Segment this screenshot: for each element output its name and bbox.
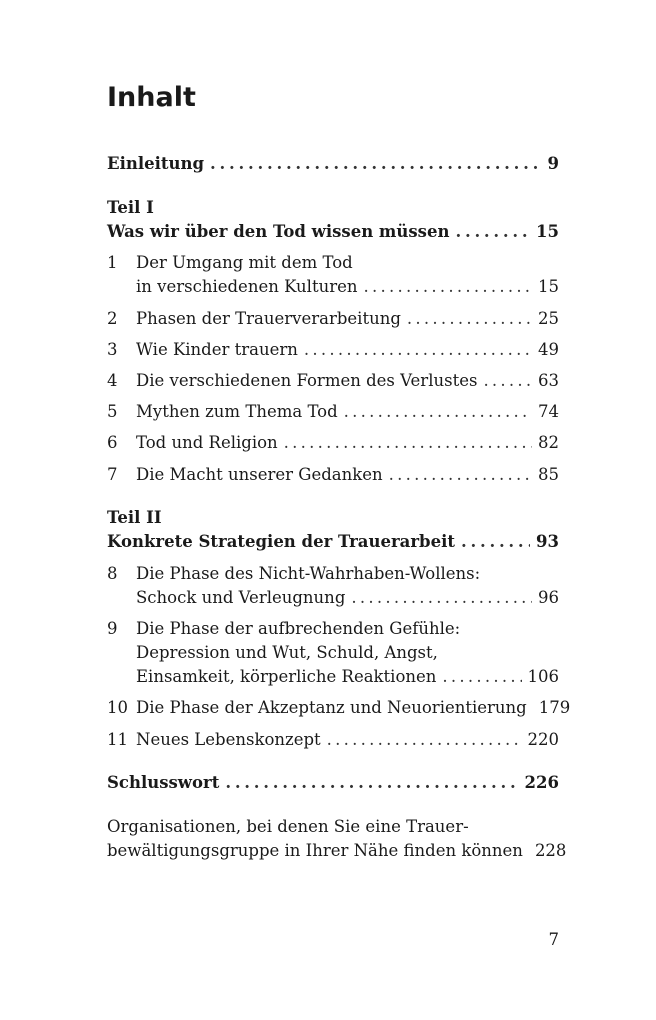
chapter-number: 3 <box>107 340 118 359</box>
chapter-title-line: Depression und Wut, Schuld, Angst, <box>136 643 438 662</box>
entry-page: 220 <box>527 730 559 749</box>
entry-page: 15 <box>536 222 559 241</box>
entry-page: 25 <box>538 309 559 328</box>
chapter-number: 10 <box>107 698 128 717</box>
dot-leader <box>389 463 532 487</box>
toc-entry-part-2 <box>107 530 559 554</box>
dot-leader <box>344 400 532 424</box>
entry-page: 106 <box>527 667 559 686</box>
entry-page: 82 <box>538 433 559 452</box>
chapter-title-line: Die Phase der aufbrechenden Gefühle: <box>136 619 461 638</box>
chapter-title: Wie Kinder trauern <box>136 340 298 359</box>
entry-page: 85 <box>538 465 559 484</box>
chapter-number: 8 <box>107 564 118 583</box>
entry-title: Konkrete Strategien der Trauerarbeit <box>107 532 455 551</box>
entry-page: 228 <box>534 841 567 860</box>
chapter-title: Tod und Religion <box>136 433 278 452</box>
toc-entry-intro <box>107 152 559 176</box>
entry-page: 15 <box>538 277 559 296</box>
entry-page: 9 <box>547 154 559 173</box>
dot-leader <box>407 307 532 331</box>
chapter-title-line: Einsamkeit, körperliche Reaktionen <box>136 667 437 686</box>
chapter-title-line: Schock und Verleugnung <box>136 588 346 607</box>
entry-page: 74 <box>538 402 559 421</box>
entry-page: 93 <box>536 532 559 551</box>
entry-title: Was wir über den Tod wissen müssen <box>107 222 450 241</box>
part-label: Teil I <box>107 198 154 217</box>
toc-entry-appendix <box>107 839 567 863</box>
toc-entry-chapter-10 <box>136 696 571 720</box>
dot-leader <box>442 665 521 689</box>
entry-title: Schlusswort <box>107 773 220 792</box>
chapter-number: 1 <box>107 253 118 272</box>
entry-page: 49 <box>538 340 559 359</box>
chapter-title: Mythen zum Thema Tod <box>136 402 338 421</box>
toc-entry-chapter-3 <box>136 338 559 362</box>
toc-entry-chapter-1 <box>136 275 559 299</box>
entry-page: 96 <box>538 588 559 607</box>
toc-entry-chapter-4 <box>136 369 559 393</box>
chapter-title: Die Phase der Akzeptanz und Neuorientierung <box>136 698 527 717</box>
dot-leader <box>304 338 532 362</box>
dot-leader <box>225 771 518 795</box>
chapter-number: 4 <box>107 371 118 390</box>
part-label: Teil II <box>107 508 162 527</box>
toc-entry-chapter-9 <box>136 665 559 689</box>
dot-leader <box>210 152 541 176</box>
chapter-number: 2 <box>107 309 118 328</box>
chapter-number: 11 <box>107 730 128 749</box>
toc-entry-chapter-2 <box>136 307 559 331</box>
page-title: Inhalt <box>107 82 196 113</box>
chapter-title: Phasen der Trauerverarbeitung <box>136 309 401 328</box>
entry-page: 63 <box>538 371 559 390</box>
chapter-number: 5 <box>107 402 118 421</box>
chapter-title-line: in verschiedenen Kulturen <box>136 277 358 296</box>
entry-page: 179 <box>538 698 571 717</box>
dot-leader <box>284 431 532 455</box>
dot-leader <box>351 586 532 610</box>
appendix-title-line: Organisationen, bei denen Sie eine Trauer- <box>107 817 469 836</box>
dot-leader <box>364 275 533 299</box>
toc-entry-part-1 <box>107 220 559 244</box>
chapter-number: 7 <box>107 465 118 484</box>
toc-entry-chapter-5 <box>136 400 559 424</box>
dot-leader <box>455 220 530 244</box>
toc-entry-chapter-7 <box>136 463 559 487</box>
toc-entry-chapter-8 <box>136 586 559 610</box>
chapter-title: Die Macht unserer Gedanken <box>136 465 383 484</box>
chapter-title-line: Der Umgang mit dem Tod <box>136 253 353 272</box>
page-number: 7 <box>548 930 559 949</box>
dot-leader <box>461 530 530 554</box>
entry-page: 226 <box>524 773 559 792</box>
chapter-title: Die verschiedenen Formen des Verlustes <box>136 371 478 390</box>
chapter-number: 6 <box>107 433 118 452</box>
dot-leader <box>327 728 522 752</box>
toc-entry-chapter-11 <box>136 728 559 752</box>
appendix-title-line: bewältigungsgruppe in Ihrer Nähe finden können <box>107 841 523 860</box>
dot-leader <box>483 369 532 393</box>
toc-entry-chapter-6 <box>136 431 559 455</box>
chapter-title-line: Die Phase des Nicht-Wahrhaben-Wollens: <box>136 564 481 583</box>
chapter-title: Neues Lebenskonzept <box>136 730 321 749</box>
toc-entry-closing <box>107 771 559 795</box>
entry-title: Einleitung <box>107 154 205 173</box>
chapter-number: 9 <box>107 619 118 638</box>
